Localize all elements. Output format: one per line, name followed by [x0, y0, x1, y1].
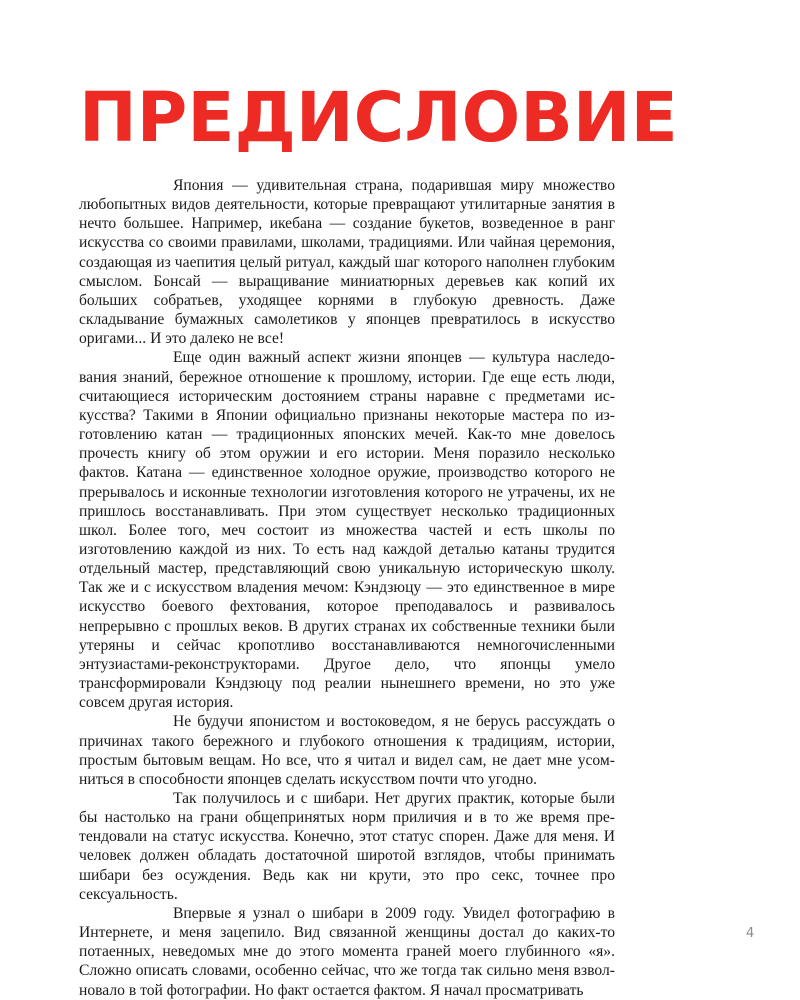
paragraph: Впервые я узнал о шибари в 2009 году. Увидел фотографию в Интернете, и меня зацепило. Вид связанной женщины достал до каких-то потаенных, неведомых мне до этого момента граней моего глубинного «я». Сложно описать словами, особенно сейчас, что же тогда так сильно меня взволновало в той фотографии. Но факт остается фактом. Я начал просматривать [79, 904, 615, 999]
page-number: 4 [746, 926, 755, 941]
paragraph: Еще один важный аспект жизни японцев — культура наследования знаний, бережное отношение к прошлому, истории. Где еще есть люди, считающиеся историческим достоянием страны наравне с предметами искусства? Такими в Японии официально признаны некоторые мастера по изготовлению катан — традиционных японских мечей. Как-то мне довелось прочесть книгу об этом оружии и его истории. Меня поразило несколько фактов. Катана — единственное холодное оружие, производство которого не прерывалось и исконные технологии изготовления которого не утрачены, их не пришлось восстанавливать. При этом существует несколько традиционных школ. Более того, меч состоит из множества частей и есть школы по изготовлению каждой из них. То есть над каждой деталью катаны трудится отдельный мастер, представляющий свою уникальную историческую школу. Так же и с искусством владения мечом: Кэндзюцу — это единственное в мире искусство боевого фехтования, которое преподавалось и развивалось непрерывно с прошлых веков. В других странах их собственные техники были утеряны и сейчас кропотливо восстанавливаются немногочисленными энтузиастами-реконструкторами. Другое дело, что японцы умело трансформировали Кэндзюцу под реалии нынешнего времени, но это уже совсем другая история. [79, 349, 615, 712]
body-text [79, 176, 615, 1000]
paragraph: Япония — удивительная страна, подарившая миру множество любопытных видов деятельности, которые превращают утилитарные занятия в нечто большее. Например, икебана — создание букетов, возведенное в ранг искусства со своими правилами, школами, традициями. Или чайная церемония, создающая из чаепития целый ритуал, каждый шаг которого наполнен глубоким смыслом. Бонсай — выращивание миниатюрных деревьев как копий их больших собратьев, уходящее корнями в глубокую древность. Даже складывание бумажных самолетиков у японцев превратилось в искусство оригами... И это далеко не все! [79, 177, 615, 348]
paragraph: Не будучи японистом и востоковедом, я не берусь рассуждать о причинах такого бережного и глубокого отношения к традициям, истории, простым бытовым вещам. Но все, что я читал и видел сам, не дает мне усомниться в способности японцев сделать искусством почти что угодно. [79, 713, 615, 788]
paragraph: Так получилось и с шибари. Нет других практик, которые были бы настолько на грани общепринятых норм приличия и в то же время претендовали на статус искусства. Конечно, этот статус спорен. Даже для меня. И человек должен обладать достаточной широтой взглядов, чтобы принимать шибари без осуждения. Ведь как ни крути, это про секс, точнее про сексуальность. [79, 790, 615, 903]
page-title: ПРЕДИСЛОВИЕ [79, 78, 678, 158]
